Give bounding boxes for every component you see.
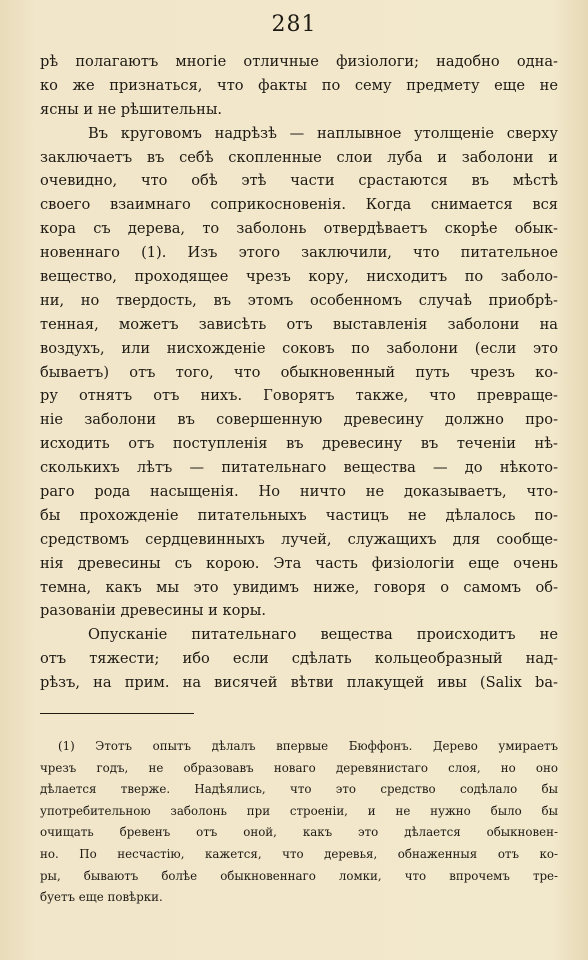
body-line: раго рода насыщенiя. Но ничто не доказываетъ, что-	[40, 483, 558, 501]
body-line: отъ тяжести; ибо если сдѣлать кольцеобразный над-	[40, 650, 558, 668]
footnote-line: буетъ еще повѣрки.	[40, 890, 163, 905]
body-line: исходить отъ поступленiя въ древесину въ теченiи нѣ-	[40, 435, 558, 453]
body-line: рѣ полагаютъ многiе отличные физiологи; надобно одна-	[40, 53, 558, 70]
body-line: новеннаго (1). Изъ этого заключили, что питательное	[40, 244, 558, 262]
footnote-line: чрезъ годъ, не образовавъ новаго деревянистаго слоя, но оно	[40, 760, 558, 775]
footnote	[40, 736, 558, 909]
body-line: темна, какъ мы это увидимъ ниже, говоря о самомъ об-	[40, 578, 558, 596]
footnote-line: дѣлается тверже. Надѣялись, что это средство содѣлало бы	[40, 782, 558, 797]
body-line: средствомъ сердцевинныхъ лучей, служащихъ для сообще-	[40, 530, 558, 548]
body-line: нiе заболони въ совершенную древесину должно про-	[40, 411, 558, 429]
body-line: рѣзъ, на прим. на висячей вѣтви плакущей ивы (Salix ba-	[40, 674, 558, 692]
footnote-line: (1) Этотъ опытъ дѣлалъ впервые Бюффонъ. Дерево умираетъ	[58, 739, 558, 753]
body-line: ру отнятъ отъ нихъ. Говорятъ также, что превраще-	[40, 387, 558, 405]
page-number: 281	[271, 12, 317, 37]
footnote-line: очищать бревенъ отъ оной, какъ это дѣлается обыкновен-	[40, 825, 558, 840]
footnote-line: ры, бываютъ болѣе обыкновеннаго ломки, что впрочемъ тре-	[40, 868, 558, 883]
footnote-separator	[40, 713, 194, 714]
body-line: ни, но твердость, въ этомъ особенномъ случаѣ приобрѣ-	[40, 291, 558, 309]
body-line: бываетъ) отъ того, что обыкновенный путь чрезъ ко-	[40, 363, 558, 381]
body-line: ко же признаться, что факты по сему предмету еще не	[40, 76, 558, 94]
body-line: нiя древесины съ корою. Эта часть физiологiи еще очень	[40, 554, 558, 572]
paragraph-start-line: Въ круговомъ надрѣзѣ — наплывное утолщенiе сверху	[88, 124, 558, 142]
body-line: очевидно, что обѣ этѣ части срастаются въ мѣстѣ	[40, 172, 558, 190]
paragraph-start-line: Опусканiе питательнаго вещества происходитъ не	[88, 626, 558, 644]
footnote-line: употребительною заболонь при строенiи, и не нужно было бы	[40, 803, 558, 818]
body-line: воздухъ, или нисхожденiе соковъ по заболони (если это	[40, 339, 558, 357]
body-line: бы прохожденiе питательныхъ частицъ не дѣлалось по-	[40, 506, 558, 524]
body-line: кора съ дерева, то заболонь отвердѣваетъ скорѣе обык-	[40, 220, 558, 238]
body-text	[40, 50, 558, 695]
body-line: заключаетъ въ себѣ скопленные слои луба и заболони и	[40, 148, 558, 166]
footnote-line: но. По несчастiю, кажется, что деревья, обнаженныя отъ ко-	[40, 846, 558, 861]
body-line: ясны и не рѣшительны.	[40, 100, 223, 118]
body-line: своего взаимнаго соприкосновенiя. Когда снимается вся	[40, 196, 558, 214]
body-line: сколькихъ лѣтъ — питательнаго вещества — до нѣкото-	[40, 459, 558, 477]
body-line: тенная, можетъ зависѣть отъ выставленiя заболони на	[40, 315, 558, 333]
body-line: разованiи древесины и коры.	[40, 602, 267, 620]
body-line: вещество, проходящее чрезъ кору, нисходитъ по заболо-	[40, 268, 558, 286]
